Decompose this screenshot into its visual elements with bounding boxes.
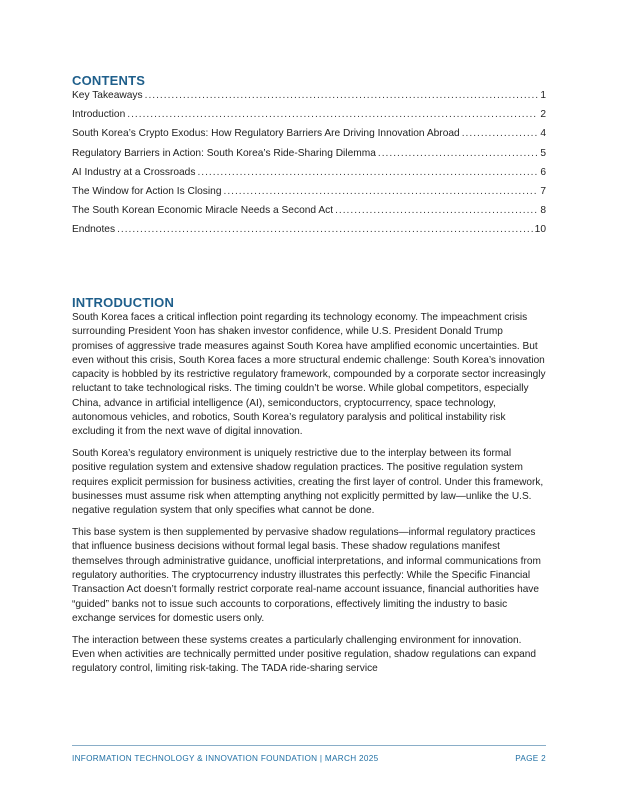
- toc-item-title: The Window for Action Is Closing: [72, 185, 222, 197]
- toc-item-title: The South Korean Economic Miracle Needs a Second Act: [72, 205, 334, 217]
- toc-leader-dots: [335, 205, 538, 216]
- toc-item-page: 6: [540, 166, 546, 178]
- toc-leader-dots: [378, 148, 538, 159]
- toc-item-title: Regulatory Barriers in Action: South Korea’s Ride-Sharing Dilemma: [72, 147, 376, 159]
- footer-page-number: PAGE 2: [515, 754, 546, 763]
- toc-item[interactable]: [72, 109, 546, 128]
- toc-item-page: 2: [540, 109, 546, 121]
- toc-item-page: 4: [540, 128, 546, 140]
- contents-heading: CONTENTS: [72, 73, 146, 88]
- footer-publisher: INFORMATION TECHNOLOGY & INNOVATION FOUNDATION | MARCH 2025: [72, 754, 379, 763]
- toc-item-title: Key Takeaways: [72, 90, 143, 101]
- toc-item-title: AI Industry at a Crossroads: [72, 166, 196, 178]
- toc-item-page: 7: [540, 185, 546, 197]
- toc-leader-dots: [197, 167, 538, 178]
- toc-item-title: South Korea’s Crypto Exodus: How Regulatory Barriers Are Driving Innovation Abroad: [72, 128, 460, 140]
- toc-leader-dots: [127, 109, 538, 120]
- toc-leader-dots: [145, 90, 539, 101]
- toc-item[interactable]: [72, 128, 546, 147]
- toc-item-page: 8: [540, 205, 546, 217]
- toc-item-page: 10: [534, 224, 546, 236]
- toc-item-page: 1: [540, 90, 546, 101]
- table-of-contents: [72, 90, 546, 244]
- toc-item-title: Introduction: [72, 109, 126, 121]
- page-footer: [72, 745, 546, 763]
- toc-item[interactable]: [72, 167, 546, 186]
- introduction-heading: INTRODUCTION: [72, 295, 175, 310]
- toc-item-page: 5: [540, 147, 546, 159]
- toc-item[interactable]: [72, 205, 546, 224]
- toc-item[interactable]: [72, 224, 546, 243]
- paragraph: South Korea faces a critical inflection point regarding its technology economy. The impeachment crisis surrounding President Yoon has shaken investor confidence, while U.S. President Donald Trump promises of aggressive trade measures against South Korea have amplified economic uncertainties. But even without this crisis, South Korea faces a more structural endemic challenge: South Korea’s innovation capacity is hobbled by its restrictive regulatory framework, compounded by a corporate sector increasingly reluctant to take technological risks. The timing couldn’t be worse. While global competitors, especially China, advance in artificial intelligence (AI), semiconductors, cryptocurrency, space technology, autonomous vehicles, and robotics, South Korea’s regulatory paralysis and political instability risk excluding it from the next wave of digital innovation.: [72, 312, 546, 438]
- paragraph: This base system is then supplemented by pervasive shadow regulations—informal regulatory practices that influence business decisions without formal legal basis. These shadow regulations manifest themselves through administrative guidance, unofficial interpretations, and informal communications from regulatory authorities. The cryptocurrency industry illustrates this perfectly: While the Specific Financial Transaction Act doesn’t formally restrict corporate real-name account issuance, financial authorities have “guided” banks not to issue such accounts to corporations, effectively limiting the industry to basic exchange services for domestic users only.: [72, 527, 541, 624]
- toc-leader-dots: [462, 128, 539, 139]
- paragraph: The interaction between these systems creates a particularly challenging environment for innovation. Even when activities are technically permitted under positive regulation, shadow regulations can expand regulatory control, limiting risk-taking. The TADA ride-sharing service: [72, 634, 537, 675]
- toc-item-title: Endnotes: [72, 224, 116, 236]
- paragraph: South Korea’s regulatory environment is uniquely restrictive due to the interplay between its formal positive regulation system and extensive shadow regulation practices. The positive regulation system requires explicit permission for business activities, creating the first layer of control. Under this framework, businesses must assume risk when attempting anything not explicitly permitted by law—unlike the U.S. negative regulation system that only specifies what cannot be done.: [72, 448, 544, 517]
- toc-leader-dots: [223, 186, 538, 197]
- toc-item[interactable]: [72, 148, 546, 167]
- toc-item[interactable]: [72, 186, 546, 205]
- toc-leader-dots: [117, 224, 533, 235]
- introduction-body: [72, 311, 546, 684]
- toc-item[interactable]: [72, 90, 546, 109]
